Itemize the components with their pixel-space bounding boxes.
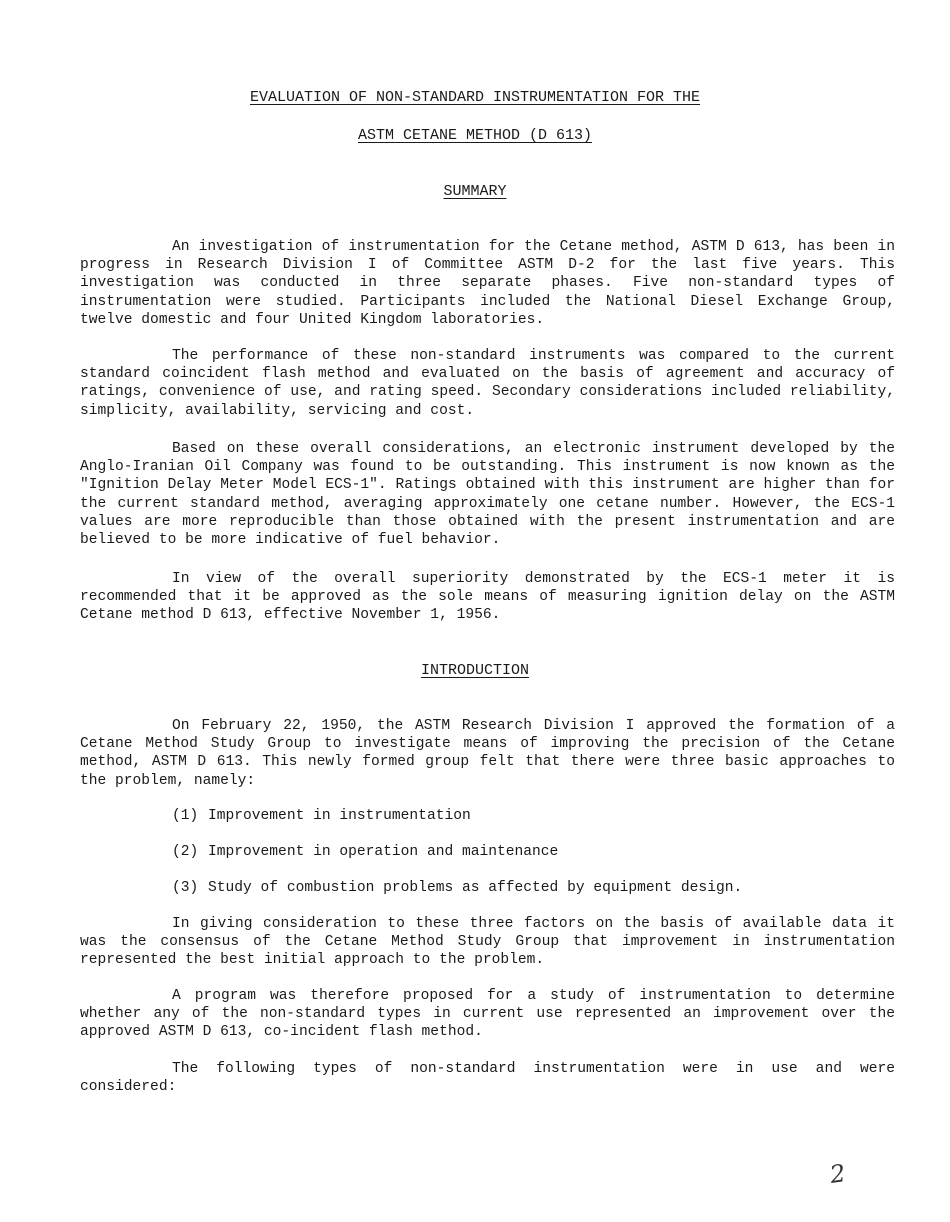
introduction-heading: INTRODUCTION xyxy=(420,662,530,679)
approach-item-3 xyxy=(172,879,872,897)
summary-heading: SUMMARY xyxy=(443,183,507,200)
approach-number: (3) xyxy=(172,880,199,896)
approach-item-2 xyxy=(172,843,872,861)
introduction-paragraph-1: On February 22, 1950, the ASTM Research Division I approved the formation of a Cetane Method Study Group to investigate means of improving the precision of the Cetane method, ASTM D 613. This newly formed group felt that there were three basic approaches to the problem, namely: xyxy=(80,718,895,789)
summary-paragraph-4: In view of the overall superiority demonstrated by the ECS-1 meter it is recommended that it be approved as the sole means of measuring ignition delay on the ASTM Cetane method D 613, effective November 1, 1956. xyxy=(80,571,895,624)
document-title-line-1: EVALUATION OF NON-STANDARD INSTRUMENTATION FOR THE xyxy=(249,89,701,106)
approach-item-1 xyxy=(172,807,872,825)
introduction-paragraph-2: In giving consideration to these three factors on the basis of available data it was the consensus of the Cetane Method Study Group that improvement in instrumentation represented the best initial approach to the problem. xyxy=(80,916,895,969)
summary-paragraph-1: An investigation of instrumentation for the Cetane method, ASTM D 613, has been in progress in Research Division I of Committee ASTM D-2 for the last five years. This investigation was conducted in three separate phases. Five non-standard types of instrumentation were studied. Participants included the National Diesel Exchange Group, twelve domestic and four United Kingdom laboratories. xyxy=(80,239,895,328)
document-title-line-2: ASTM CETANE METHOD (D 613) xyxy=(357,127,593,144)
approach-text: Improvement in instrumentation xyxy=(208,808,471,824)
introduction-paragraph-3: A program was therefore proposed for a study of instrumentation to determine whether any of the non-standard types in current use represented an improvement over the approved ASTM D 613, co-incident flash method. xyxy=(80,988,895,1041)
approach-text: Study of combustion problems as affected by equipment design. xyxy=(208,880,743,896)
summary-paragraph-2: The performance of these non-standard instruments was compared to the current standard coincident flash method and evaluated on the basis of agreement and accuracy of ratings, convenience of use, and rating speed. Secondary considerations included reliability, simplicity, availability, servicing and cost. xyxy=(80,348,895,419)
page-number: 2 xyxy=(828,1159,848,1189)
approach-number: (1) xyxy=(172,808,199,824)
summary-paragraph-3: Based on these overall considerations, an electronic instrument developed by the Anglo-Iranian Oil Company was found to be outstanding. This instrument is now known as the "Ignition Delay Meter Model ECS-1". Ratings obtained with this instrument are higher than for the current standard method, averaging approximately one cetane number. However, the ECS-1 values are more reproducible than those obtained with the present instrumentation and are believed to be more indicative of fuel behavior. xyxy=(80,441,895,549)
approach-number: (2) xyxy=(172,844,199,860)
approach-text: Improvement in operation and maintenance xyxy=(208,844,559,860)
introduction-paragraph-4: The following types of non-standard instrumentation were in use and were considered: xyxy=(80,1061,895,1096)
